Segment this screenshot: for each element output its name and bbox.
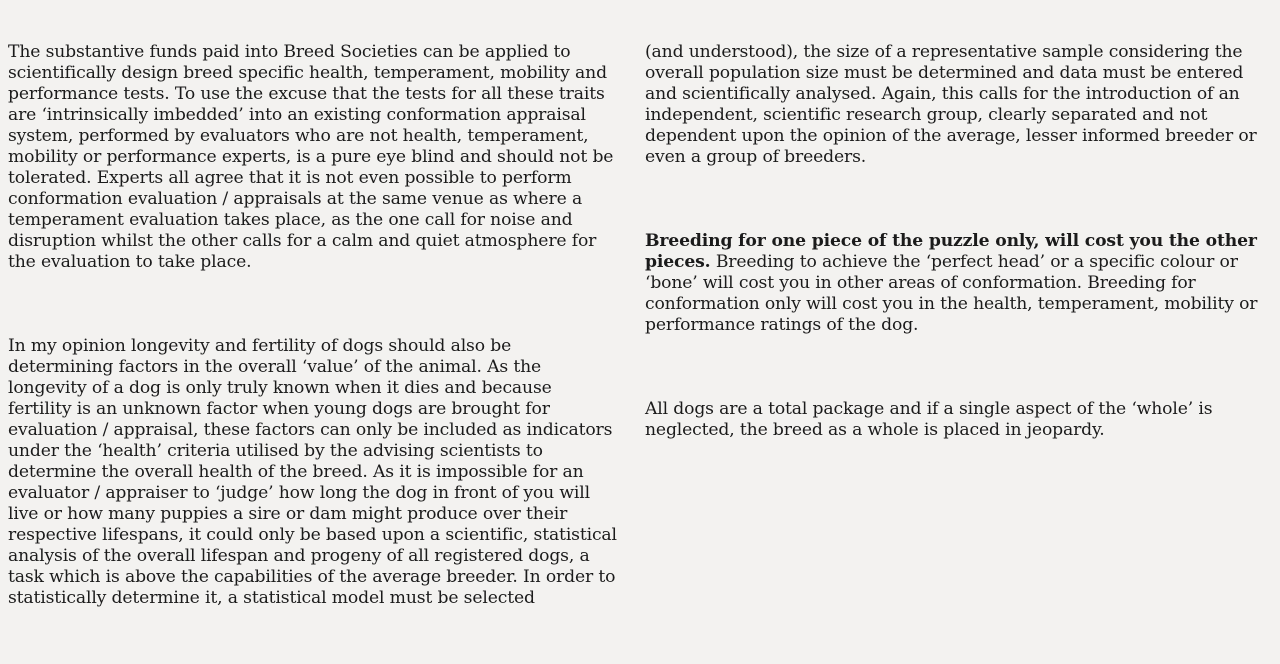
left-column	[8, 42, 620, 609]
paragraph-total-package: All dogs are a total package and if a single aspect of the ‘whole’ is neglected, the breed as a whole is placed in jeopardy.	[645, 399, 1213, 440]
paragraph-breed-society-funds: The substantive funds paid into Breed Societies can be applied to scientifically design breed specific health, temperament, mobility and performance tests. To use the excuse that the tests for all these traits are ‘intrinsically imbedded’ into an existing conformation appraisal system, performed by evaluators who are not health, temperament, mobility or performance experts, is a pure eye blind and should not be tolerated. Experts all agree that it is not even possible to perform conformation evaluation / appraisals at the same venue as where a temperament evaluation takes place, as the one call for noise and disruption whilst the other calls for a calm and quiet atmosphere for the evaluation to take place.	[8, 42, 614, 272]
paragraph-longevity-fertility: In my opinion longevity and fertility of dogs should also be determining factors in the overall ‘value’ of the animal. As the longevity of a dog is only truly known when it dies and because fertility is an unknown factor when young dogs are brought for evaluation / appraisal, these factors can only be included as indicators under the ‘health’ criteria utilised by the advising scientists to determine the overall health of the breed. As it is impossible for an evaluator / appraiser to ‘judge’ how long the dog in front of you will live or how many puppies a sire or dam might produce over their respective lifespans, it could only be based upon a scientific, statistical analysis of the overall lifespan and progeny of all registered dogs, a task which is above the capabilities of the average breeder. In order to statistically determine it, a statistical model must be selected	[8, 336, 617, 608]
paragraph-heading: Breeding for one piece of the puzzle only, will cost you the other pieces.	[645, 231, 1257, 272]
right-column	[645, 42, 1270, 441]
paragraph-spacer	[645, 168, 1270, 231]
paragraph-spacer	[645, 336, 1270, 399]
paragraph-sample-size: (and understood), the size of a representative sample considering the overall population size must be determined and data must be entered and scientifically analysed. Again, this calls for the introduction of an independent, scientific research group, clearly separated and not dependent upon the opinion of the average, lesser informed breeder or even a group of breeders.	[645, 42, 1257, 167]
paragraph-body: Breeding to achieve the ‘perfect head’ or a specific colour or ‘bone’ will cost you in other areas of conformation. Breeding for conformation only will cost you in the health, temperament, mobility or performance ratings of the dog.	[645, 252, 1258, 335]
paragraph-puzzle	[645, 231, 1270, 336]
paragraph-spacer	[8, 273, 620, 336]
